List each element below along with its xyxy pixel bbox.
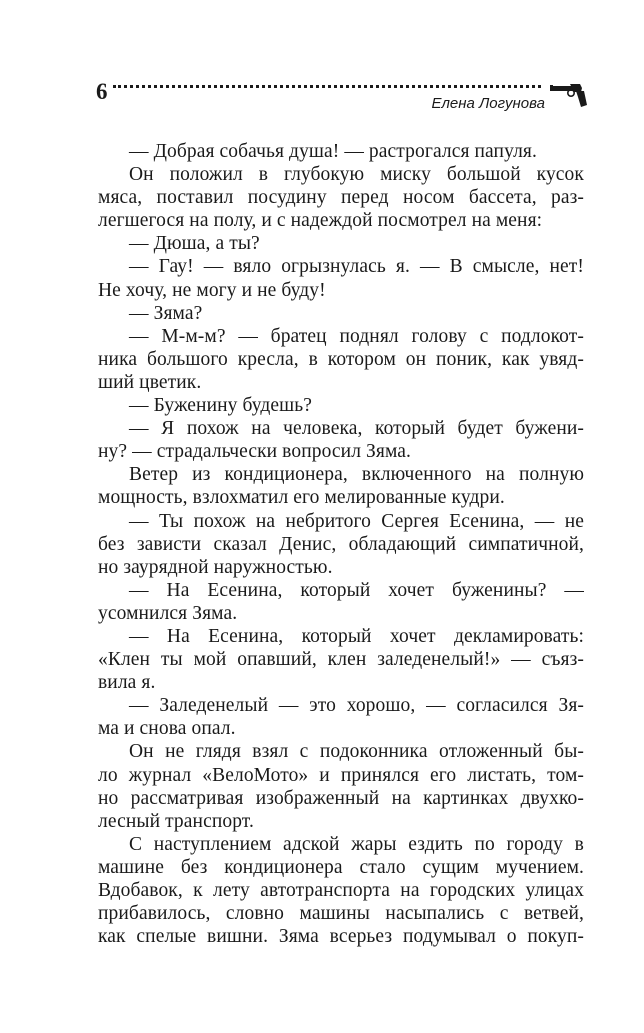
running-head-author: Елена Логунова (431, 95, 545, 112)
text-line: — На Есенина, который хочет буженины? — (129, 579, 584, 601)
text-line: усомнился Зяма. (98, 602, 238, 624)
text-line: Ветер из кондиционера, включенного на полную (129, 464, 584, 486)
text-line: лесный транспорт. (98, 810, 254, 832)
text-line: но рассматривая изображенный на картинках двухко- (98, 787, 584, 809)
text-line: Вдобавок, к лету автотранспорта на городских улицах (98, 880, 584, 901)
text-line: — Я похож на человека, который будет бужени- (129, 418, 584, 440)
page-number: 6 (96, 79, 108, 104)
text-line: прибавилось, словно машины насыпались с ветвей, (98, 903, 584, 925)
text-line: — Гау! — вяло огрызнулась я. — В смысле, нет! (129, 256, 584, 278)
text-line: Не хочу, не могу и не буду! (98, 279, 326, 301)
text-line: без зависти сказал Денис, обладающий симпатичной, (98, 533, 584, 555)
text-line: ну? — страдальчески вопросил Зяма. (98, 441, 412, 463)
text-line: С наступлением адской жары ездить по городу в (129, 833, 584, 855)
text-line: ло журнал «ВелоМото» и принялся его листать, том- (98, 764, 584, 786)
text-line: ма и снова опал. (98, 718, 236, 740)
text-line: легшегося на полу, и с надеждой посмотрел на меня: (98, 210, 543, 232)
dot-leader-rule (113, 85, 541, 88)
text-line: мощность, взлохматил его мелированные кудри. (98, 487, 505, 509)
body-text (98, 140, 584, 948)
text-line: — Ты похож на небритого Сергея Есенина, — не (129, 510, 584, 532)
text-line: машине без кондиционера стало сущим мучением. (98, 856, 584, 878)
text-line: — Зяма? (129, 302, 203, 324)
text-line: мяса, поставил посудину перед носом бассета, раз- (98, 187, 584, 209)
text-line: Он не глядя взял с подоконника отложенный бы- (129, 741, 584, 763)
text-line: ника большого кресла, в котором он поник, как увяд- (98, 348, 584, 370)
text-line: как спелые вишни. Зяма всерьез подумывал о покуп- (98, 926, 584, 948)
text-line: Он положил в глубокую миску большой кусок (129, 164, 584, 186)
text-line: «Клен ты мой опавший, клен заледенелый!» — съяз- (98, 649, 584, 671)
text-line: — На Есенина, который хочет декламировать: (129, 625, 584, 647)
text-line: — Дюша, а ты? (129, 233, 260, 255)
text-line: вила я. (98, 672, 156, 694)
text-line: — Добрая собачья душа! — растрогался папуля. (129, 141, 537, 162)
revolver-icon (548, 80, 588, 110)
text-line: но заурядной наружностью. (98, 556, 333, 578)
text-line: — Буженину будешь? (129, 395, 313, 417)
text-line: — Заледенелый — это хорошо, — согласился Зя- (129, 695, 584, 717)
text-line: — М-м-м? — братец поднял голову с подлокот- (129, 325, 584, 347)
text-line: ший цветик. (98, 371, 202, 393)
